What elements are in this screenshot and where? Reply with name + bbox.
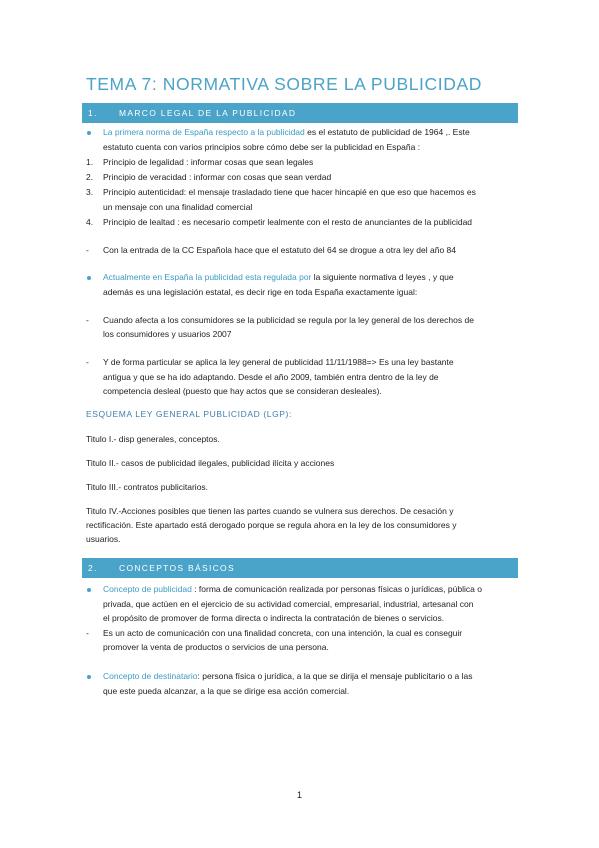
paragraph-line: privada, que actúen en el ejercicio de su actividad comercial, empresarial, industrial, artesanal con: [103, 599, 474, 609]
text: : persona física o jurídica, a la que se dirija el mensaje publicitario o a las: [197, 671, 473, 681]
paragraph-line: [103, 272, 454, 283]
section-number: 2.: [88, 563, 98, 573]
dash-marker: -: [86, 357, 89, 367]
paragraph-line: [103, 584, 482, 595]
section-header-conceptos: [82, 558, 518, 578]
title-entry: Titulo III.- contratos publicitarios.: [86, 482, 209, 492]
list-item: Principio de lealtad : es necesario competir lealmente con el resto de anunciantes de la publicidad: [103, 217, 473, 227]
bullet-icon: [87, 675, 91, 679]
dash-item: Con la entrada de la CC Española hace que el estatuto del 64 se drogue a otra ley del año 84: [103, 245, 456, 255]
paragraph-line: [103, 127, 470, 138]
title-entry: Titulo IV.-Acciones posibles que tienen las partes cuando se vulnera sus derechos. De cesación y: [86, 506, 454, 516]
list-item: Principio de veracidad : informar con cosas que sean verdad: [103, 172, 332, 182]
dash-item-continued: antigua y que se ha ido adaptando. Desde el año 2009, también entra dentro de la ley de: [103, 372, 439, 382]
text: la siguiente normativa d leyes , y que: [311, 272, 454, 282]
list-item: Principio de legalidad : informar cosas que sean legales: [103, 157, 314, 167]
dash-marker: -: [86, 628, 89, 638]
dash-item: Y de forma particular se aplica la ley general de publicidad 11/11/1988=> Es una ley bastante: [103, 357, 454, 367]
paragraph-line: que este pueda alcanzar, a la que se dirige esa acción comercial.: [103, 686, 350, 696]
page-number: 1: [297, 790, 303, 800]
highlight-text: Concepto de publicidad: [103, 584, 192, 594]
dash-item-continued: los consumidores y usuarios 2007: [103, 329, 232, 339]
paragraph-line: [103, 671, 473, 682]
text: : forma de comunicación realizada por personas físicas o jurídicas, pública o: [191, 584, 482, 594]
list-number: 4.: [86, 217, 94, 227]
list-item: Principio autenticidad: el mensaje trasladado tiene que hacer hincapié en que eso que hacemos es: [103, 187, 476, 197]
highlight-text: Actualmente en España la publicidad esta regulada por: [103, 272, 312, 282]
text: es el estatuto de publicidad de 1964 ,. Este: [304, 127, 470, 137]
section-header-marco-legal: [82, 103, 518, 123]
subheading: ESQUEMA LEY GENERAL PUBLICIDAD (LGP):: [86, 409, 292, 419]
title-entry-continued: rectificación. Este apartado está derogado porque se regula ahora en la ley de los consumidores y: [86, 520, 457, 530]
dash-item-continued: competencia desleal (puesto que hay actos que se consideran desleales).: [103, 386, 382, 396]
title-entry-continued: usuarios.: [86, 534, 121, 544]
highlight-text: La primera norma de España respecto a la publicidad: [103, 127, 305, 137]
paragraph-line: el propósito de promover de forma directa o indirecta la contratación de bienes o servicios.: [103, 613, 445, 623]
list-number: 2.: [86, 172, 94, 182]
dash-item: Cuando afecta a los consumidores se la publicidad se regula por la ley general de los derechos de: [103, 315, 474, 325]
bullet-icon: [87, 588, 91, 592]
section-label: MARCO LEGAL DE LA PUBLICIDAD: [119, 108, 297, 118]
section-label: CONCEPTOS BÁSICOS: [119, 563, 235, 573]
dash-marker: -: [86, 245, 89, 255]
bullet-icon: [87, 131, 91, 135]
page-title: TEMA 7: NORMATIVA SOBRE LA PUBLICIDAD: [86, 74, 482, 94]
section-number: 1.: [88, 108, 98, 118]
list-item-continued: un mensaje con una finalidad comercial: [103, 202, 253, 212]
dash-item: Es un acto de comunicación con una finalidad concreta, con una intención, la cual es conseguir: [103, 628, 463, 638]
title-entry: Titulo II.- casos de publicidad ilegales, publicidad ilícita y acciones: [86, 458, 335, 468]
dash-item-continued: promover la venta de productos o servicios de una persona.: [103, 642, 329, 652]
bullet-icon: [87, 276, 91, 280]
list-number: 1.: [86, 157, 94, 167]
paragraph-line: estatuto cuenta con varios principios sobre cómo debe ser la publicidad en España :: [103, 142, 421, 152]
list-number: 3.: [86, 187, 94, 197]
title-entry: Titulo I.- disp generales, conceptos.: [86, 434, 220, 444]
paragraph-line: además es una legislación estatal, es decir rige en toda España exactamente igual:: [103, 287, 418, 297]
highlight-text: Concepto de destinatario: [103, 671, 198, 681]
dash-marker: -: [86, 315, 89, 325]
